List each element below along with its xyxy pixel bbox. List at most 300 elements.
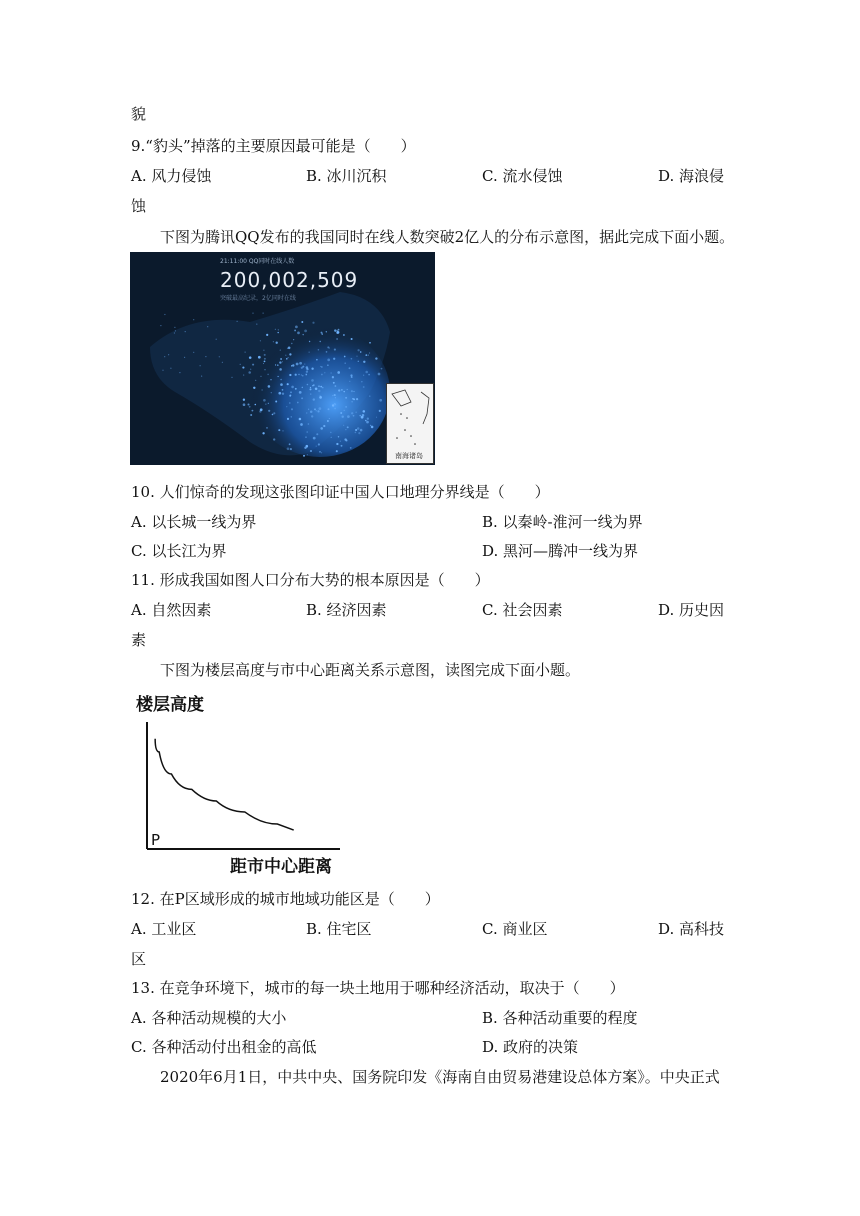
map-light-dot [249,406,251,408]
q9-option-a: A. 风力侵蚀 [131,167,212,185]
map-light-dot [345,397,347,399]
map-light-dot [375,357,377,359]
map-light-dot [170,368,171,369]
question-11: 11. 形成我国如图人口分布大势的根本原因是（ ） [131,571,490,589]
intro-qq-map: 下图为腾讯QQ发布的我国同时在线人数突破2亿人的分布示意图，据此完成下面小题。 [160,228,735,246]
map-light-dot [349,367,351,369]
map-light-dot [175,330,176,331]
map-light-dot [334,349,336,351]
map-light-dot [282,393,284,395]
map-light-dot [297,402,299,404]
map-light-dot [277,364,279,366]
q9-option-c: C. 流水侵蚀 [482,167,563,185]
map-light-dot [290,391,292,393]
map-light-dot [164,314,165,315]
map-light-dot [333,358,335,360]
map-light-dot [291,416,292,417]
q12-option-d: D. 高科技 [658,920,725,938]
map-light-dot [243,399,245,401]
map-light-dot [329,418,330,419]
map-light-dot [289,395,291,397]
map-light-dot [314,408,316,410]
map-light-dot [347,389,348,390]
q13-option-d: D. 政府的决策 [482,1038,579,1056]
map-light-dot [303,455,305,457]
map-light-dot [359,415,361,417]
map-light-dot [351,338,353,340]
map-light-dot [334,385,336,387]
map-light-dot [162,370,163,371]
map-light-dot [327,420,329,422]
map-light-dot [258,356,261,359]
qq-online-map-image [130,252,435,465]
map-light-dot [309,341,310,342]
map-light-dot [287,447,290,450]
map-light-dot [310,387,311,388]
map-light-dot [247,403,249,405]
map-light-dot [318,390,320,392]
map-light-dot [251,410,253,412]
map-light-dot [313,398,315,400]
map-light-dot [335,397,336,398]
map-light-dot [164,356,165,357]
map-light-dot [369,352,370,353]
map-light-dot [298,374,299,375]
map-light-dot [326,351,328,353]
map-light-dot [334,408,336,410]
map-light-dot [347,415,350,418]
map-light-dot [282,430,283,431]
map-light-dot [338,389,340,391]
map-light-dot [343,391,344,392]
map-light-dot [280,358,282,360]
map-light-dot [268,385,271,388]
map-light-dot [276,342,278,344]
map-light-dot [243,403,246,406]
map-light-dot [358,361,359,362]
map-light-dot [243,375,244,376]
map-light-dot [306,368,308,370]
map-light-dot [316,446,317,447]
map-light-dot [323,425,325,427]
q10-option-c: C. 以长江为界 [131,542,227,560]
map-light-dot [366,421,369,424]
map-light-dot [245,352,246,353]
q12-option-b: B. 住宅区 [306,920,372,938]
map-light-dot [379,399,382,402]
map-light-dot [301,321,303,323]
map-light-dot [306,371,308,373]
map-light-dot [306,431,308,433]
map-light-dot [296,363,299,366]
map-light-dot [273,412,275,414]
q9-option-d: D. 海浪侵 [658,167,725,185]
map-light-dot [365,371,368,374]
map-light-dot [345,429,346,430]
map-light-dot [160,325,161,326]
map-light-dot [280,383,283,386]
map-light-dot [310,411,313,414]
map-light-dot [327,359,330,362]
map-light-dot [252,364,254,366]
map-light-dot [250,414,252,416]
map-light-dot [343,425,344,426]
map-light-dot [322,387,323,388]
map-light-dot [272,414,274,416]
map-light-dot [369,342,371,344]
map-light-dot [264,358,266,360]
map-light-dot [321,452,322,453]
map-light-dot [301,367,303,369]
map-light-dot [381,368,383,370]
q9-wrap: 蚀 [131,197,147,215]
map-light-dot [302,334,303,335]
map-light-dot [185,331,186,332]
map-light-dot [174,327,175,328]
map-light-dot [311,368,313,370]
map-light-dot [193,319,194,320]
q12-wrap: 区 [131,950,147,968]
map-light-dot [363,410,366,413]
map-light-dot [299,418,302,421]
map-light-dot [369,395,370,396]
map-light-dot [321,374,323,376]
map-light-dot [358,432,360,434]
map-light-dot [344,362,345,363]
map-light-dot [321,332,323,334]
map-light-dot [256,324,257,325]
map-light-dot [338,436,339,437]
map-light-dot [332,376,334,378]
map-light-dot [332,395,333,396]
map-light-dot [370,425,371,426]
map-light-dot [295,388,297,390]
map-light-dot [365,354,367,356]
map-light-dot [336,450,338,452]
map-light-dot [362,414,365,417]
map-light-dot [327,346,329,348]
map-light-dot [295,374,297,376]
map-light-dot [326,331,327,332]
map-light-dot [319,341,320,342]
map-light-dot [363,361,365,363]
map-light-dot [174,332,175,333]
map-light-dot [260,376,261,377]
map-light-dot [265,404,266,405]
map-light-dot [288,357,289,358]
q12-option-c: C. 商业区 [482,920,548,938]
map-light-dot [341,415,343,417]
q10-option-a: A. 以长城一线为界 [131,513,257,531]
q11-option-c: C. 社会因素 [482,601,563,619]
map-light-dot [301,374,302,375]
map-light-dot [291,343,292,344]
map-light-dot [331,437,332,438]
map-light-dot [309,352,310,353]
map-light-dot [264,369,265,370]
map-light-dot [231,377,232,378]
map-light-dot [351,412,353,414]
map-light-dot [184,357,185,358]
map-light-dot [267,374,269,376]
map-light-dot [320,427,323,430]
map-light-dot [340,412,342,414]
map-light-dot [341,389,343,391]
map-light-dot [279,361,281,363]
map-light-dot [355,432,357,434]
map-light-dot [318,349,320,351]
map-light-dot [357,427,360,430]
map-light-dot [277,332,278,333]
map-light-dot [307,384,309,386]
map-light-dot [337,371,340,374]
map-light-dot [350,447,352,449]
map-light-dot [368,374,370,376]
map-light-dot [278,429,280,431]
map-light-dot [305,436,306,437]
map-light-dot [327,364,329,366]
map-light-dot [320,395,321,396]
q11-wrap: 素 [131,631,147,649]
map-light-dot [363,386,365,388]
map-light-dot [313,437,316,440]
map-light-dot [320,386,322,388]
map-light-dot [249,356,252,359]
map-light-dot [304,364,305,365]
map-light-dot [273,438,275,440]
map-light-dot [286,358,288,360]
map-light-dot [289,374,291,376]
map-light-dot [291,386,294,389]
map-light-dot [318,385,320,387]
online-counter: 200,002,509 [220,268,359,292]
map-light-dot [356,412,357,413]
map-light-dot [293,339,294,340]
map-light-dot [340,441,341,442]
map-light-dot [336,338,338,340]
map-light-dot [271,392,272,393]
q10-option-d: D. 黑河—腾冲一线为界 [482,542,639,560]
map-light-dot [266,334,268,336]
map-light-dot [285,355,286,356]
map-light-dot [310,450,312,452]
map-light-dot [316,410,317,411]
map-light-dot [301,397,303,399]
map-light-dot [287,348,288,349]
map-light-dot [353,391,354,392]
map-light-dot [288,346,291,349]
map-light-dot [318,443,320,445]
q10-option-b: B. 以秦岭-淮河一线为界 [482,513,643,531]
map-light-dot [263,350,264,351]
map-light-dot [334,394,336,396]
map-light-dot [311,379,314,382]
q13-option-c: C. 各种活动付出租金的高低 [131,1038,317,1056]
map-light-dot [304,447,306,449]
intro-hainan: 2020年6月1日，中共中央、国务院印发《海南自由贸易港建设总体方案》。中央正式 [160,1068,720,1086]
map-light-dot [360,351,362,353]
map-light-dot [317,410,319,412]
map-light-dot [344,438,346,440]
q9-option-b: B. 冰川沉积 [306,167,387,185]
map-light-dot [179,372,180,373]
map-light-dot [357,349,359,351]
map-light-dot [368,354,369,355]
map-light-dot [356,398,358,400]
map-light-dot [360,429,363,432]
map-light-dot [312,322,314,324]
map-light-dot [365,420,367,422]
map-light-dot [278,392,281,395]
map-light-dot [361,381,362,382]
map-light-dot [289,353,291,355]
q13-option-b: B. 各种活动重要的程度 [482,1009,638,1027]
question-12: 12. 在P区域形成的城市地域功能区是（ ） [131,890,440,908]
map-light-dot [320,366,321,367]
intro-chart: 下图为楼层高度与市中心距离关系示意图，读图完成下面小题。 [160,661,581,679]
map-light-dot [266,427,268,429]
q11-option-b: B. 经济因素 [306,601,387,619]
map-light-dot [302,387,304,389]
map-light-dot [264,354,266,356]
map-light-dot [291,408,293,410]
map-light-dot [207,326,208,327]
map-light-dot [334,329,336,331]
map-light-dot [308,423,310,425]
map-light-dot [280,350,281,351]
map-light-dot [260,340,261,341]
question-10: 10. 人们惊奇的发现这张图印证中国人口地理分界线是（ ） [131,483,550,501]
map-light-dot [351,390,353,392]
map-light-dot [268,403,269,404]
map-light-dot [259,410,261,412]
map-light-dot [263,313,264,314]
map-light-dot [278,329,279,330]
point-p-label: P [151,831,161,849]
map-light-dot [279,368,282,371]
map-light-dot [299,391,302,394]
map-light-dot [200,365,201,366]
map-light-dot [345,406,347,408]
map-light-dot [328,408,330,410]
map-light-dot [333,382,335,384]
map-light-dot [302,375,304,377]
map-light-dot [379,410,381,412]
inset-label: 南海诸岛 [395,452,423,460]
map-light-dot [275,364,276,365]
map-light-dot [240,364,241,365]
map-light-dot [262,389,263,390]
floor-height-curve [155,739,294,830]
map-light-dot [324,372,325,373]
map-light-dot [295,326,298,329]
question-9: 9.“豹头”掉落的主要原因最可能是（ ） [131,137,416,155]
map-light-dot [332,404,334,406]
map-light-dot [287,383,289,385]
map-light-dot [344,410,345,411]
question-13: 13. 在竞争环境下，城市的每一块土地用于哪种经济活动，取决于（ ） [131,979,625,997]
map-light-dot [275,329,276,330]
map-light-dot [297,332,300,335]
map-light-dot [353,415,355,417]
map-light-dot [242,367,244,369]
map-light-dot [280,379,282,381]
map-light-dot [352,398,354,400]
map-light-dot [222,362,223,363]
map-light-dot [347,426,349,428]
map-light-dot [336,331,339,334]
map-light-dot [306,412,307,413]
map-light-dot [237,321,238,322]
map-light-dot [294,329,296,331]
map-light-dot [168,354,169,355]
map-light-dot [330,432,332,434]
map-light-dot [219,356,220,357]
map-light-dot [338,329,340,331]
map-light-dot [363,375,364,376]
map-light-dot [311,415,313,417]
chart-svg [130,690,370,875]
map-light-dot [193,352,194,353]
map-light-dot [335,404,337,406]
map-light-dot [356,356,357,357]
map-light-dot [273,341,274,342]
map-light-dot [282,389,284,391]
map-light-dot [316,433,318,435]
map-light-dot [248,371,251,374]
map-sub-caption: 突破最高纪录，2亿同时在线 [220,295,296,302]
map-light-dot [322,333,323,334]
map-light-dot [286,406,287,407]
map-light-dot [343,334,345,336]
map-light-dot [341,445,343,447]
map-light-dot [264,361,266,363]
map-light-dot [350,374,352,376]
map-light-dot [371,426,374,429]
map-light-dot [307,454,308,455]
q13-option-a: A. 各种活动规模的大小 [131,1009,287,1027]
map-light-dot [277,376,278,377]
map-light-dot [255,404,257,406]
map-light-dot [321,366,322,367]
q11-option-d: D. 历史因 [658,601,725,619]
map-light-dot [308,409,309,410]
map-light-dot [378,373,381,376]
map-light-dot [313,384,315,386]
map-light-dot [336,443,338,445]
y-axis-label: 楼层高度 [136,695,204,715]
map-light-dot [263,363,264,364]
map-light-dot [316,359,318,361]
map-light-dot [309,388,311,390]
map-light-dot [310,394,311,395]
map-light-dot [287,418,289,420]
map-light-dot [351,401,352,402]
map-light-dot [306,374,307,375]
floor-height-chart [130,690,370,875]
map-light-dot [270,379,271,380]
map-light-dot [315,388,318,391]
map-light-dot [349,381,350,382]
map-light-dot [304,330,307,333]
map-light-dot [290,448,292,450]
map-light-dot [262,432,264,434]
map-light-dot [263,399,266,402]
q11-option-a: A. 自然因素 [131,601,212,619]
map-light-dot [300,423,303,426]
q12-option-a: A. 工业区 [131,920,197,938]
map-light-dot [319,451,321,453]
